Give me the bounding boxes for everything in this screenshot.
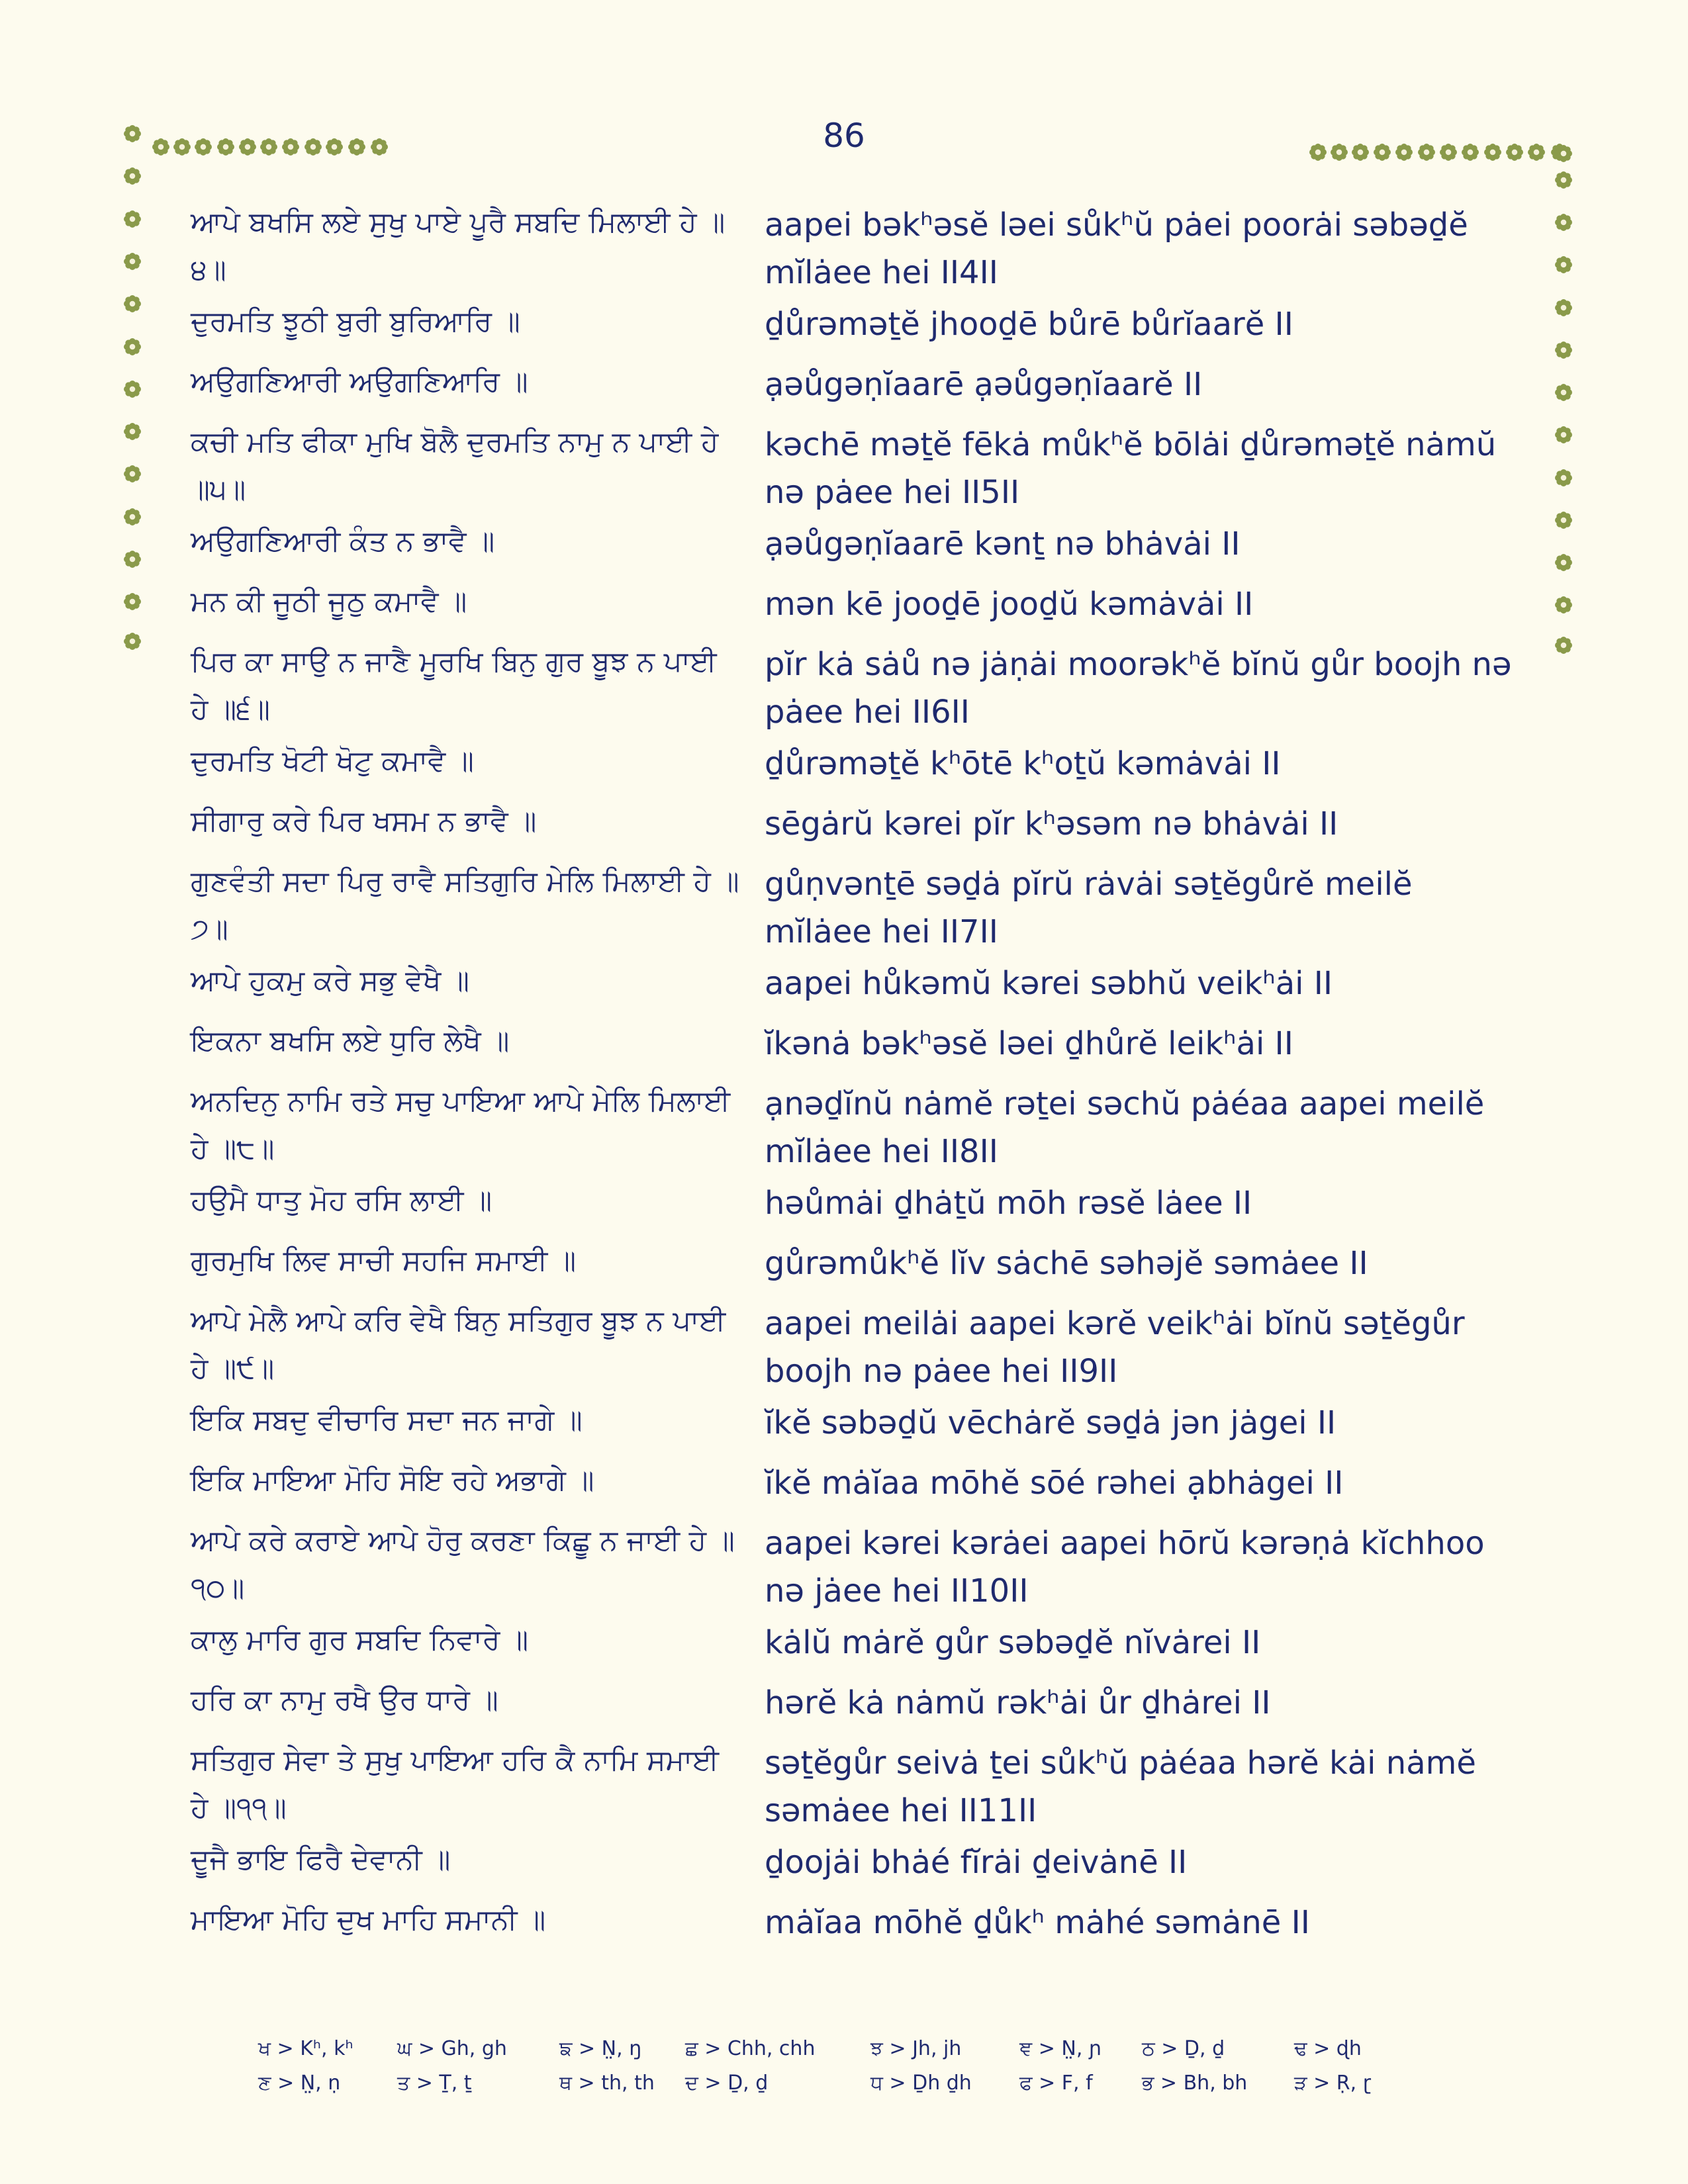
verse-gurmukhi: ਹਉਮੈ ਧਾਤੁ ਮੋਹ ਰਸਿ ਲਾਈ ॥: [191, 1184, 492, 1217]
verse-transliteration: mȧĭaa mōhĕ ḏůkʰ mȧhé səmȧnē II: [765, 1904, 1310, 1941]
flower-icon: [1505, 142, 1524, 162]
verse-gurmukhi: ਮਨ ਕੀ ਜੂਠੀ ਜੂਠੁ ਕਮਾਵੈ ॥: [191, 585, 467, 618]
flower-icon: [122, 337, 142, 357]
flower-icon: [1483, 142, 1503, 162]
flower-icon: [1329, 142, 1349, 162]
verse-transliteration: kəchē məṯĕ fēkȧ můkʰĕ bōlȧi ḏůrəməṯĕ nȧmŭ nə pȧee hei II5II: [765, 426, 1497, 511]
verse-gurmukhi: ਕਾਲੁ ਮਾਰਿ ਗੁਰ ਸਬਦਿ ਨਿਵਾਰੇ ॥: [191, 1623, 529, 1657]
flower-icon: [1554, 635, 1573, 655]
flower-icon: [1438, 142, 1458, 162]
legend-item: ਠ > Ḏ, ḏ: [1142, 2037, 1225, 2060]
flower-icon: [172, 137, 192, 157]
verse-transliteration: aapei hůkəmŭ kərei səbhŭ veikʰȧi II: [765, 965, 1333, 1002]
legend-item: ਥ > th, th: [559, 2071, 655, 2095]
legend-item: ਢ > ɖh: [1294, 2037, 1362, 2060]
verse-transliteration: aapei bəkʰəsĕ ləei sůkʰŭ pȧei poorȧi səbəḏĕ mĭlȧee hei II4II: [765, 206, 1468, 291]
verse-gurmukhi: ਅਉਗਣਿਆਰੀ ਕੰਤ ਨ ਭਾਵੈ ॥: [191, 525, 495, 558]
verse-gurmukhi: ਅਨਦਿਨੁ ਨਾਮਿ ਰਤੇ ਸਚੁ ਪਾਇਆ ਆਪੇ ਮੇਲਿ ਮਿਲਾਈ ਹੇ ॥੮॥: [191, 1085, 731, 1165]
flower-icon: [122, 294, 142, 314]
verse-gurmukhi: ਮਾਇਆ ਮੋਹਿ ਦੁਖ ਮਾਹਿ ਸਮਾਨੀ ॥: [191, 1903, 546, 1936]
verse-transliteration: ĭkənȧ bəkʰəsĕ ləei ḏhůrĕ leikʰȧi II: [765, 1025, 1293, 1062]
flower-icon: [1554, 468, 1573, 488]
flower-icon: [151, 137, 171, 157]
verse-transliteration: gůrəmůkʰĕ lĭv sȧchē səhəjĕ səmȧee II: [765, 1245, 1368, 1282]
flower-icon: [1554, 298, 1573, 318]
flower-icon: [259, 137, 279, 157]
verse-transliteration: ḏůrəməṯĕ kʰōtē kʰoṯŭ kəmȧvȧi II: [765, 745, 1281, 782]
verse-gurmukhi: ਇਕਿ ਮਾਇਆ ਮੋਹਿ ਸੋਇ ਰਹੇ ਅਭਾਗੇ ॥: [191, 1464, 594, 1497]
verse-gurmukhi: ਆਪੇ ਹੁਕਮੁ ਕਰੇ ਸਭੁ ਵੇਖੈ ॥: [191, 964, 470, 997]
flower-icon: [1554, 255, 1573, 275]
flower-icon: [122, 209, 142, 229]
flower-icon: [1460, 142, 1480, 162]
verse-gurmukhi: ਆਪੇ ਮੇਲੈ ਆਪੇ ਕਰਿ ਵੇਖੈ ਬਿਨੁ ਸਤਿਗੁਰ ਬੂਝ ਨ ਪਾਈ ਹੇ ॥੯॥: [191, 1304, 726, 1385]
legend-item: ਘ > Gh, gh: [397, 2037, 507, 2060]
verse-gurmukhi: ਆਪੇ ਬਖਸਿ ਲਏ ਸੁਖੁ ਪਾਏ ਪੂਰੈ ਸਬਦਿ ਮਿਲਾਈ ਹੇ ॥੪॥: [191, 206, 726, 287]
flower-icon: [122, 549, 142, 569]
flower-icon: [122, 507, 142, 527]
legend-item: ਭ > Bh, bh: [1142, 2071, 1248, 2095]
verse-transliteration: ḏůrəməṯĕ jhooḏē bůrē bůrĭaarĕ II: [765, 306, 1293, 343]
verse-gurmukhi: ਇਕਨਾ ਬਖਸਿ ਲਏ ਧੁਰਿ ਲੇਖੈ ॥: [191, 1024, 510, 1058]
verse-gurmukhi: ਪਿਰ ਕਾ ਸਾਉ ਨ ਜਾਣੈ ਮੂਰਖਿ ਬਿਨੁ ਗੁਰ ਬੂਝ ਨ ਪਾਈ ਹੇ ॥੬॥: [191, 645, 717, 726]
verse-transliteration: həůmȧi ḏhȧṯŭ mōh rəsĕ lȧee II: [765, 1185, 1252, 1222]
flower-icon: [122, 464, 142, 484]
verse-transliteration: kȧlŭ mȧrĕ gůr səbəḏĕ nĭvȧrei II: [765, 1624, 1261, 1661]
verse-gurmukhi: ਅਉਗਣਿਆਰੀ ਅਉਗਣਿਆਰਿ ॥: [191, 365, 528, 398]
flower-icon: [122, 592, 142, 612]
flower-icon: [122, 422, 142, 441]
flower-icon: [1554, 340, 1573, 360]
verse-gurmukhi: ਸੀਗਾਰੁ ਕਰੇ ਪਿਰ ਖਸਮ ਨ ਭਾਵੈ ॥: [191, 805, 537, 838]
flower-icon: [122, 379, 142, 399]
verse-transliteration: ạnəḏĭnŭ nȧmĕ rəṯei səchŭ pȧéaa aapei meilĕ mĭlȧee hei II8II: [765, 1085, 1485, 1170]
legend-item: ਖ > Kʰ, kʰ: [258, 2037, 353, 2060]
flower-icon: [122, 124, 142, 144]
flower-icon: [1554, 383, 1573, 402]
verse-gurmukhi: ਹਰਿ ਕਾ ਨਾਮੁ ਰਖੈ ਉਰ ਧਾਰੇ ॥: [191, 1684, 498, 1717]
flower-icon: [122, 631, 142, 651]
legend-item: ਣ > N̤, ṇ: [258, 2071, 341, 2095]
verse-transliteration: aapei meilȧi aapei kərĕ veikʰȧi bĭnŭ səṯĕgůr boojh nə pȧee hei II9II: [765, 1305, 1465, 1390]
verse-transliteration: ạəůgəṇĭaarē kənṯ nə bhȧvȧi II: [765, 525, 1241, 563]
flower-icon: [238, 137, 258, 157]
verse-transliteration: hərĕ kȧ nȧmŭ rəkʰȧi ůr ḏhȧrei II: [765, 1684, 1271, 1721]
verse-transliteration: pĭr kȧ sȧů nə jȧṇȧi moorəkʰĕ bĭnŭ gůr boojh nə pȧee hei II6II: [765, 646, 1512, 731]
verse-transliteration: gůṇvənṯē səḏȧ pĭrŭ rȧvȧi səṯĕgůrĕ meilĕ mĭlȧee hei II7II: [765, 866, 1413, 950]
verse-gurmukhi: ਗੁਣਵੰਤੀ ਸਦਾ ਪਿਰੁ ਰਾਵੈ ਸਤਿਗੁਰਿ ਮੇਲਿ ਮਿਲਾਈ ਹੇ ॥੭॥: [191, 865, 739, 946]
flower-icon: [1554, 425, 1573, 445]
verse-gurmukhi: ਦੂਜੈ ਭਾਇ ਫਿਰੈ ਦੇਵਾਨੀ ॥: [191, 1843, 451, 1876]
legend-item: ੜ > Ṛ, ɽ: [1294, 2071, 1372, 2095]
flower-icon: [1554, 595, 1573, 615]
legend-item: ਛ > Chh, chh: [685, 2037, 816, 2060]
flower-icon: [1526, 142, 1546, 162]
legend-item: ਞ > N̤, ɲ: [1019, 2037, 1102, 2060]
verse-transliteration: aapei kərei kərȧei aapei hōrŭ kərəṇȧ kĭchhoo nə jȧee hei II10II: [765, 1525, 1485, 1610]
flower-icon: [1554, 510, 1573, 530]
page-number: 86: [823, 116, 865, 155]
verse-transliteration: sēgȧrŭ kərei pĭr kʰəsəm nə bhȧvȧi II: [765, 805, 1338, 842]
flower-icon: [1350, 142, 1370, 162]
flower-icon: [347, 137, 367, 157]
verse-transliteration: mən kē jooḏē jooḏŭ kəmȧvȧi II: [765, 586, 1254, 623]
flower-icon: [303, 137, 323, 157]
flower-icon: [193, 137, 213, 157]
verse-transliteration: səṯĕgůr seivȧ ṯei sůkʰŭ pȧéaa hərĕ kȧi nȧmĕ səmȧee hei II11II: [765, 1745, 1476, 1829]
verse-transliteration: ĭkĕ səbəḏŭ vēchȧrĕ səḏȧ jən jȧgei II: [765, 1404, 1336, 1441]
flower-icon: [324, 137, 344, 157]
flower-icon: [369, 137, 389, 157]
flower-icon: [1554, 170, 1573, 190]
flower-icon: [122, 251, 142, 271]
flower-icon: [1417, 142, 1436, 162]
verse-gurmukhi: ਕਚੀ ਮਤਿ ਫੀਕਾ ਮੁਖਿ ਬੋਲੈ ਦੁਰਮਤਿ ਨਾਮੁ ਨ ਪਾਈ ਹੇ ॥੫॥: [191, 426, 719, 506]
verse-gurmukhi: ਦੁਰਮਤਿ ਝੂਠੀ ਬੁਰੀ ਬੁਰਿਆਰਿ ॥: [191, 305, 520, 338]
verse-gurmukhi: ਇਕਿ ਸਬਦੁ ਵੀਚਾਰਿ ਸਦਾ ਜਨ ਜਾਗੇ ॥: [191, 1404, 583, 1437]
verse-transliteration: ḏoojȧi bhȧé fĭrȧi ḏeivȧnē II: [765, 1844, 1188, 1881]
legend-item: ਦ > Ḏ, ḏ: [685, 2071, 769, 2095]
verse-transliteration: ĭkĕ mȧĭaa mōhĕ sōé rəhei ạbhȧgei II: [765, 1465, 1344, 1502]
flower-icon: [1554, 212, 1573, 232]
flower-icon: [1394, 142, 1414, 162]
flower-icon: [1308, 142, 1328, 162]
flower-icon: [281, 137, 301, 157]
verse-gurmukhi: ਦੁਰਮਤਿ ਖੋਟੀ ਖੋਟੁ ਕਮਾਵੈ ॥: [191, 745, 474, 778]
legend-item: ਫ > F, f: [1019, 2071, 1093, 2095]
flower-icon: [216, 137, 236, 157]
legend-item: ਝ > Jh, jh: [870, 2037, 962, 2060]
legend-item: ਧ > Ḏh ḏh: [870, 2071, 972, 2095]
legend-item: ਤ > Ṯ, ṯ: [397, 2071, 472, 2095]
flower-icon: [1554, 553, 1573, 572]
verse-gurmukhi: ਸਤਿਗੁਰ ਸੇਵਾ ਤੇ ਸੁਖੁ ਪਾਇਆ ਹਰਿ ਕੈ ਨਾਮਿ ਸਮਾਈ ਹੇ ॥੧੧॥: [191, 1744, 720, 1825]
verse-gurmukhi: ਆਪੇ ਕਰੇ ਕਰਾਏ ਆਪੇ ਹੋਰੁ ਕਰਣਾ ਕਿਛੂ ਨ ਜਾਈ ਹੇ ॥੧੦॥: [191, 1524, 735, 1605]
legend-item: ਙ > N̤, ŋ: [559, 2037, 642, 2060]
flower-icon: [122, 166, 142, 186]
flower-icon: [1554, 144, 1573, 163]
flower-icon: [1372, 142, 1392, 162]
verse-gurmukhi: ਗੁਰਮੁਖਿ ਲਿਵ ਸਾਚੀ ਸਹਜਿ ਸਮਾਈ ॥: [191, 1244, 577, 1277]
verse-transliteration: ạəůgəṇĭaarē ạəůgəṇĭaarĕ II: [765, 366, 1203, 403]
